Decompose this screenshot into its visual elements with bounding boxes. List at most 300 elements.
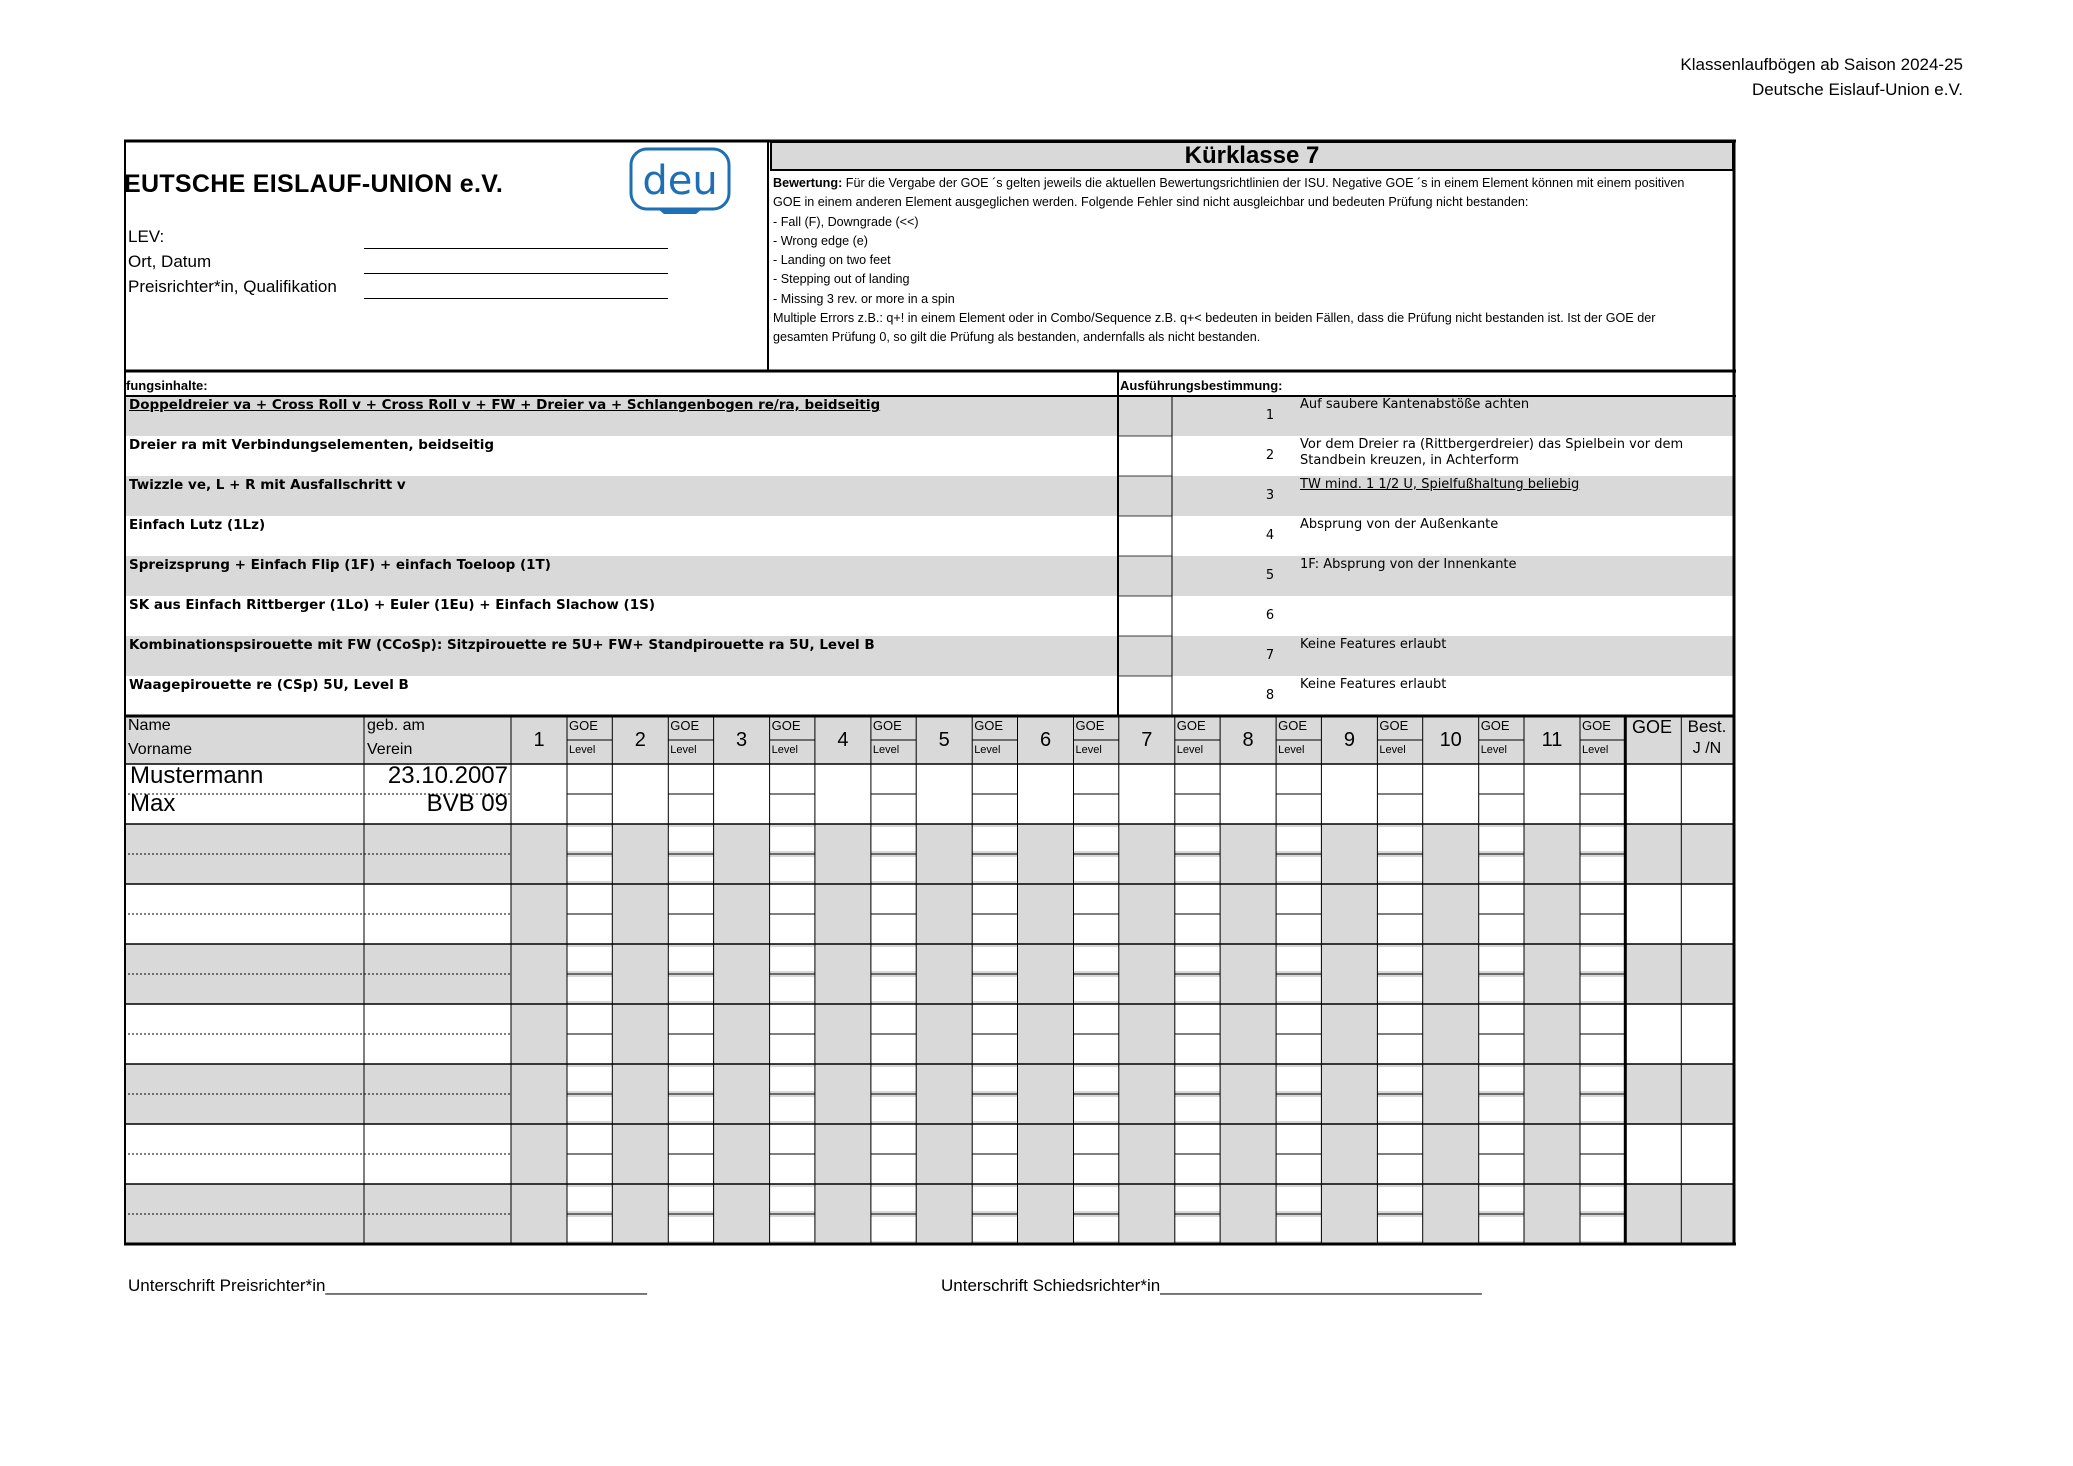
grid-goe-cell [1377,887,1422,911]
grid-level-cell [1074,1097,1119,1121]
grid-level-cell [1276,1037,1321,1061]
grid-bigcell [1220,764,1276,824]
grid-bigcell [714,1124,770,1184]
grid-bigcell [1321,1184,1377,1244]
grid-goe-cell [972,1067,1017,1091]
grid-level-cell [668,1097,713,1121]
element-number: 5 [1265,568,1275,583]
grid-goe-cell [1479,1127,1524,1151]
grid-bigcell [1220,944,1276,1004]
grid-goe-cell [668,1187,713,1211]
grid-goe-cell [1074,947,1119,971]
grid-level-label: Level [1278,744,1305,756]
grid-goe-cell [770,767,815,791]
grid-goe-cell [1074,767,1119,791]
grid-bigcell [1119,944,1175,1004]
grid-bigcell [1220,824,1276,884]
grid-best-cell [1681,824,1734,884]
grid-bigcell [612,1004,668,1064]
grid-bigcell [815,884,871,944]
grid-goe-cell [1377,947,1422,971]
grid-goe-cell [871,887,916,911]
grid-goe-cell [1276,1007,1321,1031]
grid-bigcell [511,824,567,884]
grid-goe-cell [1276,887,1321,911]
grid-level-cell [1276,977,1321,1001]
grid-goe-cell [1276,1127,1321,1151]
grid-goe-cell [1479,1067,1524,1091]
grid-level-cell [972,1157,1017,1181]
grid-level-label: Level [1176,744,1204,756]
grid-goe-cell [1175,887,1220,911]
grid-level-cell [1074,1037,1119,1061]
grid-bigcell [1524,944,1580,1004]
grid-level-cell [1074,917,1119,941]
grid-level-cell [668,1217,713,1241]
grid-bigcell [1018,1184,1074,1244]
grid-bigcell [714,884,770,944]
grid-goe-cell [1377,767,1422,791]
grid-level-cell [1479,1097,1524,1121]
grid-bigcell [1423,824,1479,884]
grid-level-cell [567,1157,612,1181]
element-number: 3 [1265,488,1275,503]
grid-bigcell [511,1184,567,1244]
grid-column-number: 5 [938,729,950,751]
grid-level-cell [1175,797,1220,821]
grid-level-cell [1377,977,1422,1001]
signature-preisrichter[interactable]: Unterschrift Preisrichter*in__________________________________ [128,1276,647,1295]
grid-bigcell [1018,764,1074,824]
grid-bigcell [1321,1124,1377,1184]
grid-level-cell [1276,1157,1321,1181]
element-note: Keine Features erlaubt [1300,637,1447,652]
grid-goe-cell [1175,1127,1220,1151]
grid-bigcell [511,884,567,944]
grid-goe-cell [567,1187,612,1211]
grid-bigcell [1524,824,1580,884]
grid-bigcell [1423,944,1479,1004]
example-geb[interactable]: 23.10.2007 [387,762,508,789]
grid-goe-cell [1479,827,1524,851]
grid-goe-cell [567,1007,612,1031]
grid-goe-cell [770,1187,815,1211]
grid-bigcell [815,1184,871,1244]
grid-goe-label: GOE [1075,718,1105,733]
grid-best-head-1: Best. [1687,717,1727,736]
grid-goe-cell [1377,1127,1422,1151]
grid-goe-cell [1074,887,1119,911]
grid-level-cell [1074,1157,1119,1181]
grid-level-label: Level [974,744,1001,756]
grid-goe-cell [567,887,612,911]
grid-goe-cell [770,1007,815,1031]
grid-level-cell [567,977,612,1001]
grid-level-cell [1580,1097,1625,1121]
element-text: Spreizsprung + Einfach Flip (1F) + einfach Toeloop (1T) [129,557,551,573]
grid-level-cell [567,1037,612,1061]
grid-goe-cell [1580,827,1625,851]
grid-goe-cell [1580,887,1625,911]
grid-level-label: Level [1480,744,1507,756]
grid-goe-cell [1175,767,1220,791]
element-note: Absprung von der Außenkante [1300,517,1499,532]
grid-bigcell [1423,1064,1479,1124]
grid-goe-label: GOE [974,718,1004,733]
grid-column-number: 9 [1343,729,1355,751]
grid-goe-cell [770,1127,815,1151]
element-text: Dreier ra mit Verbindungselementen, beidseitig [129,437,494,453]
grid-bigcell [916,944,972,1004]
grid-bigcell [1524,1004,1580,1064]
grid-goe-cell [871,1007,916,1031]
logo-text: deu [642,158,718,204]
element-number: 7 [1265,648,1275,663]
grid-goe-total-cell [1625,1064,1681,1124]
grid-goe-cell [1175,947,1220,971]
grid-level-cell [1479,1217,1524,1241]
grid-bigcell [1018,1064,1074,1124]
grid-goe-cell [1479,947,1524,971]
grid-level-cell [871,1037,916,1061]
grid-bigcell [1423,1004,1479,1064]
grid-best-cell [1681,1184,1734,1244]
grid-level-cell [668,1157,713,1181]
grid-goe-total-cell [1625,764,1681,824]
field-label-ort-datum: Ort, Datum [128,252,212,271]
grid-bigcell [1220,1184,1276,1244]
grid-goe-cell [770,887,815,911]
grid-bigcell [511,1124,567,1184]
grid-bigcell [815,764,871,824]
grid-level-cell [1377,1157,1422,1181]
grid-level-cell [770,1217,815,1241]
grid-level-cell [770,917,815,941]
grid-level-cell [770,1097,815,1121]
element-number: 2 [1265,448,1275,463]
grid-level-cell [668,917,713,941]
grid-bigcell [916,1064,972,1124]
grid-goe-cell [1276,947,1321,971]
grid-column-number: 11 [1541,729,1563,751]
element-text: Twizzle ve, L + R mit Ausfallschritt v [129,477,406,493]
section-heading-left: fungsinhalte: [126,378,208,393]
grid-bigcell [612,1184,668,1244]
grid-level-cell [1276,1097,1321,1121]
grid-level-cell [1479,1037,1524,1061]
grid-goe-cell [1276,767,1321,791]
grid-level-cell [871,1097,916,1121]
grid-goe-cell [567,1067,612,1091]
grid-level-cell [668,977,713,1001]
grid-level-label: Level [569,744,596,756]
grid-level-cell [972,1217,1017,1241]
grid-bigcell [1423,884,1479,944]
grid-goe-cell [871,1127,916,1151]
bewertung-line-4: gesamten Prüfung 0, so gilt die Prüfung als bestanden, andernfalls als nicht bestanden. [773,330,1261,345]
grid-goe-cell [1175,827,1220,851]
grid-column-number: 2 [634,729,646,751]
grid-goe-cell [668,1127,713,1151]
element-number: 8 [1265,688,1275,703]
grid-goe-cell [1479,767,1524,791]
grid-level-cell [770,797,815,821]
grid-bigcell [916,764,972,824]
element-note: TW mind. 1 1/2 U, Spielfußhaltung beliebig [1300,477,1580,492]
grid-best-head-2: J /N [1692,740,1722,757]
grid-goe-cell [668,827,713,851]
grid-goe-label: GOE [1379,718,1409,733]
grid-goe-cell [1276,1067,1321,1091]
grid-goe-cell [668,1067,713,1091]
grid-goe-label: GOE [872,718,902,733]
grid-bigcell [1524,1064,1580,1124]
grid-level-cell [1276,917,1321,941]
grid-bigcell [916,884,972,944]
grid-goe-cell [567,947,612,971]
grid-level-cell [1580,917,1625,941]
grid-bigcell [1220,1064,1276,1124]
grid-best-cell [1681,884,1734,944]
grid-bigcell [815,1064,871,1124]
grid-bigcell [1119,1004,1175,1064]
grid-level-cell [1580,857,1625,881]
grid-level-cell [567,917,612,941]
bewertung-line-2: GOE in einem anderen Element ausgeglichen werden. Folgende Fehler sind nicht ausgleichbar und bedeuten Prüfung nicht bestanden: [773,195,1529,210]
grid-bigcell [1018,824,1074,884]
grid-bigcell [1423,1124,1479,1184]
grid-level-cell [770,857,815,881]
grid-bigcell [815,1124,871,1184]
grid-goe-label: GOE [1176,718,1206,733]
grid-level-cell [1074,977,1119,1001]
element-number: 6 [1265,608,1275,623]
grid-bigcell [1321,764,1377,824]
grid-level-cell [1377,1037,1422,1061]
grid-level-cell [668,797,713,821]
grid-bigcell [1018,1004,1074,1064]
grid-best-cell [1681,764,1734,824]
grid-level-cell [1377,917,1422,941]
header-line-1: Klassenlaufbögen ab Saison 2024-25 [1680,55,1963,74]
grid-level-cell [972,797,1017,821]
grid-bigcell [1321,824,1377,884]
grid-goe-cell [1074,1007,1119,1031]
grid-goe-cell [1276,827,1321,851]
element-text: Waagepirouette re (CSp) 5U, Level B [129,677,409,693]
grid-column-number: 7 [1141,729,1153,751]
example-vorname[interactable]: Max [130,790,176,817]
grid-level-cell [1175,1157,1220,1181]
page-title: Kürklasse 7 [770,141,1734,171]
grid-level-cell [871,797,916,821]
grid-goe-label: GOE [1480,718,1510,733]
grid-best-cell [1681,1064,1734,1124]
grid-bigcell [612,764,668,824]
bewertung-line-3: Multiple Errors z.B.: q+! in einem Element oder in Combo/Sequence z.B. q+< bedeuten in beiden Fällen, dass die Prüfung nicht bestanden ist. Ist der GOE der [773,311,1656,326]
example-name[interactable]: Mustermann [130,762,264,789]
grid-level-cell [1580,1037,1625,1061]
grid-goe-cell [1377,1007,1422,1031]
grid-level-label: Level [1379,744,1406,756]
grid-level-cell [1479,857,1524,881]
grid-bigcell [714,1064,770,1124]
grid-bigcell [815,944,871,1004]
grid-level-cell [1276,857,1321,881]
grid-bigcell [612,884,668,944]
grid-bigcell [916,824,972,884]
grid-level-cell [567,797,612,821]
grid-goe-cell [1580,1127,1625,1151]
grid-goe-total-cell [1625,944,1681,1004]
grid-bigcell [612,1064,668,1124]
grid-bigcell [612,1124,668,1184]
grid-bigcell [1321,1064,1377,1124]
grid-goe-cell [871,827,916,851]
grid-best-cell [1681,944,1734,1004]
grid-label-verein: Verein [367,741,413,758]
grid-goe-total-cell [1625,884,1681,944]
grid-level-cell [1276,1217,1321,1241]
grid-goe-label: GOE [1278,718,1307,733]
grid-goe-cell [770,1067,815,1091]
grid-goe-label: GOE [1582,718,1611,733]
grid-level-cell [567,1217,612,1241]
grid-goe-cell [567,1127,612,1151]
grid-goe-cell [871,767,916,791]
grid-goe-total-head: GOE [1631,717,1672,737]
grid-level-cell [1479,797,1524,821]
grid-bigcell [714,824,770,884]
grid-goe-cell [1276,1187,1321,1211]
grid-level-cell [972,977,1017,1001]
example-verein[interactable]: BVB 09 [426,790,508,817]
bewertung-item: - Landing on two feet [773,253,891,268]
grid-level-label: Level [872,744,900,756]
grid-label-geb: geb. am [367,717,425,734]
grid-level-cell [1479,917,1524,941]
bewertung-line-1: Für die Vergabe der GOE ´s gelten jeweils die aktuellen Bewertungsrichtlinien der ISU. Negative GOE ´s in einem Element können mit einem positiven [845,176,1685,190]
grid-goe-cell [972,947,1017,971]
grid-goe-cell [1175,1007,1220,1031]
grid-goe-cell [668,1007,713,1031]
grid-goe-cell [770,947,815,971]
grid-goe-cell [668,947,713,971]
grid-bigcell [916,1004,972,1064]
element-note: Keine Features erlaubt [1300,677,1447,692]
bewertung-label: Bewertung: [773,176,843,190]
grid-bigcell [1321,884,1377,944]
grid-level-cell [1377,1097,1422,1121]
grid-bigcell [511,1004,567,1064]
grid-level-cell [770,1157,815,1181]
grid-bigcell [1119,1184,1175,1244]
grid-level-label: Level [1582,744,1609,756]
header-line-2: Deutsche Eislauf-Union e.V. [1751,80,1963,99]
grid-level-cell [871,1217,916,1241]
element-text: Einfach Lutz (1Lz) [129,517,266,533]
grid-bigcell [612,944,668,1004]
grid-bigcell [1220,1004,1276,1064]
section-heading-right: Ausführungsbestimmung: [1120,378,1283,393]
grid-goe-cell [1580,1187,1625,1211]
grid-goe-cell [1479,887,1524,911]
bewertung-item: - Fall (F), Downgrade (<<) [773,214,919,229]
grid-bigcell [1119,824,1175,884]
signature-schiedsrichter[interactable]: Unterschrift Schiedsrichter*in__________________________________ [941,1276,1482,1295]
element-note: Vor dem Dreier ra (Rittbergerdreier) das Spielbein vor dem Standbein kreuzen, in Achterform [1300,437,1684,468]
bewertung-item: - Stepping out of landing [773,272,910,287]
grid-goe-cell [871,947,916,971]
grid-best-cell [1681,1124,1734,1184]
bewertung-item: - Wrong edge (e) [773,233,868,248]
grid-bigcell [1018,944,1074,1004]
grid-bigcell [1524,1124,1580,1184]
grid-bigcell [1220,884,1276,944]
grid-bigcell [1119,764,1175,824]
grid-goe-cell [1074,827,1119,851]
grid-level-cell [1276,797,1321,821]
grid-bigcell [1423,764,1479,824]
grid-level-cell [1175,1217,1220,1241]
grid-level-label: Level [1075,744,1102,756]
grid-level-label: Level [771,744,798,756]
grid-bigcell [511,944,567,1004]
element-text: Doppeldreier va + Cross Roll v + Cross Roll v + FW + Dreier va + Schlangenbogen re/ra, beidseitig [129,397,881,413]
grid-bigcell [714,764,770,824]
grid-level-cell [871,977,916,1001]
grid-label-vorname: Vorname [128,741,193,758]
grid-level-cell [1074,857,1119,881]
grid-bigcell [1018,884,1074,944]
grid-bigcell [1321,944,1377,1004]
grid-level-cell [1479,1157,1524,1181]
grid-level-cell [1580,797,1625,821]
grid-goe-cell [1377,1187,1422,1211]
grid-column-number: 10 [1439,729,1462,751]
grid-bigcell [714,1004,770,1064]
grid-level-cell [770,1037,815,1061]
grid-goe-label: GOE [771,718,801,733]
grid-goe-cell [1175,1187,1220,1211]
grid-level-cell [1175,1037,1220,1061]
grid-level-cell [1175,857,1220,881]
grid-goe-cell [1580,767,1625,791]
grid-goe-cell [972,1127,1017,1151]
grid-bigcell [612,824,668,884]
grid-bigcell [1220,1124,1276,1184]
grid-bigcell [1524,764,1580,824]
grid-goe-cell [972,1187,1017,1211]
grid-level-cell [1479,977,1524,1001]
grid-goe-cell [972,1007,1017,1031]
grid-column-number: 8 [1242,729,1254,751]
grid-bigcell [1119,1064,1175,1124]
grid-level-cell [1580,977,1625,1001]
grid-goe-label: GOE [670,718,700,733]
grid-column-number: 4 [837,729,849,751]
grid-goe-total-cell [1625,1184,1681,1244]
grid-bigcell [815,824,871,884]
organisation-name: EUTSCHE EISLAUF-UNION e.V. [124,170,504,198]
grid-bigcell [511,764,567,824]
element-note: 1F: Absprung von der Innenkante [1300,557,1517,572]
grid-label-name: Name [128,717,171,734]
grid-goe-cell [1580,1067,1625,1091]
grid-goe-cell [770,827,815,851]
grid-goe-cell [1074,1067,1119,1091]
grid-level-cell [871,857,916,881]
